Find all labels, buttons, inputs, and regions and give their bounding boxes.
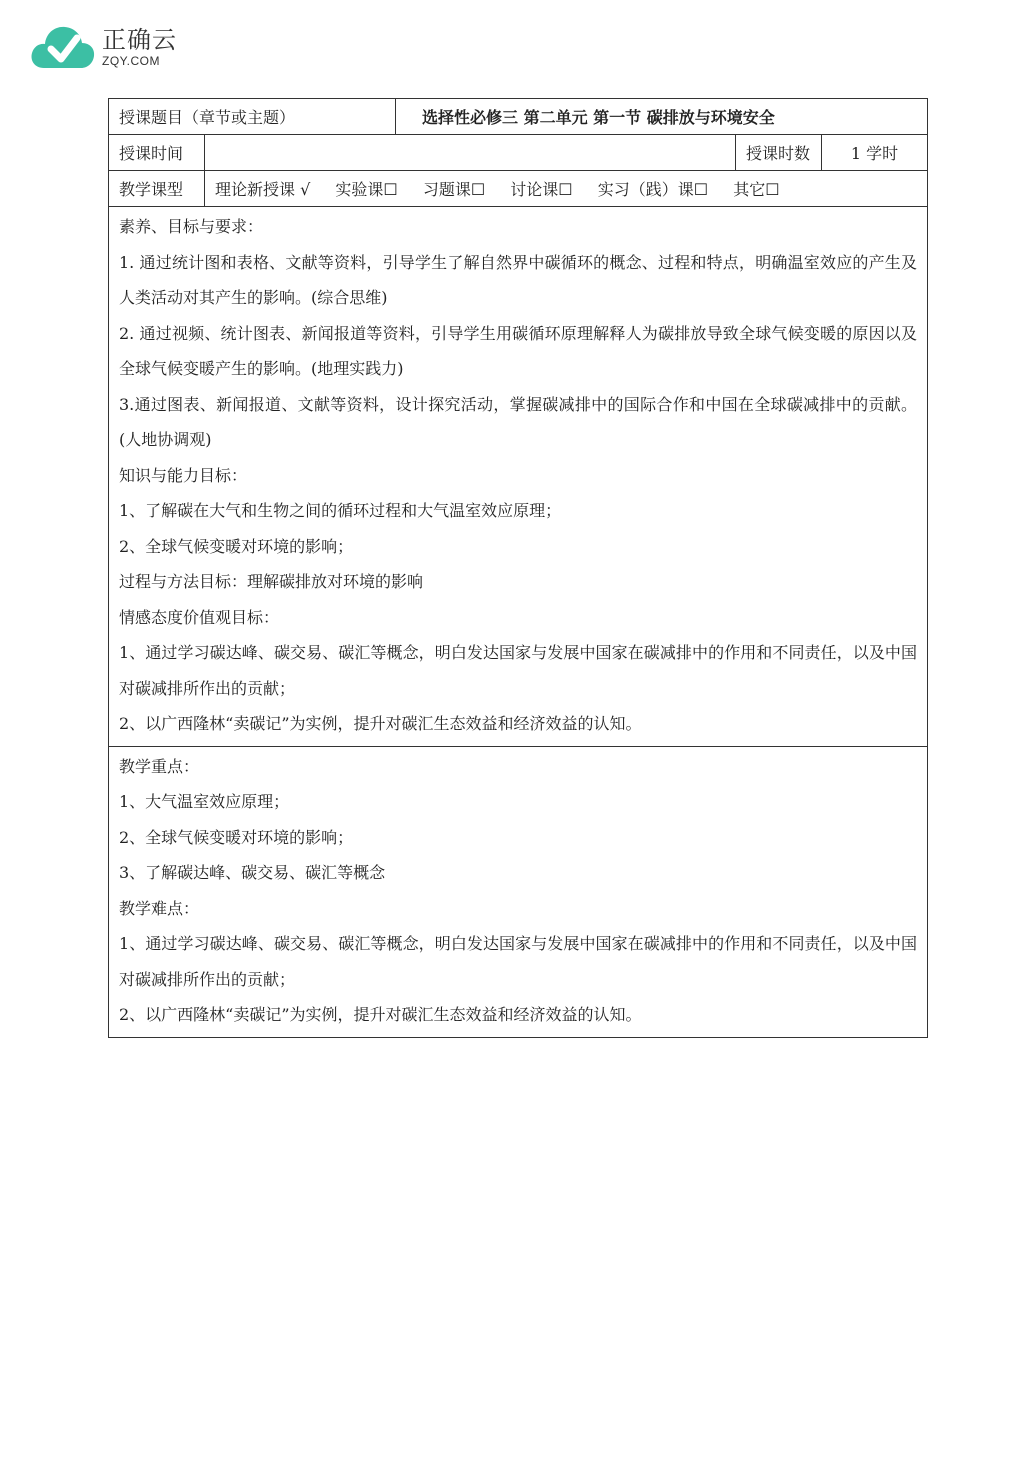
- attitude-item: 2、以广西隆林“卖碳记”为实例，提升对碳汇生态效益和经济效益的认知。: [119, 714, 642, 733]
- process-goal: 过程与方法目标：理解碳排放对环境的影响: [119, 572, 424, 591]
- type-option[interactable]: 理论新授课 √: [215, 180, 311, 199]
- objective-item: 1. 通过统计图和表格、文献等资料，引导学生了解自然界中碳循环的概念、过程和特点，明确温室效应的产生及人类活动对其产生的影响。(综合思维): [119, 252, 918, 307]
- objective-item: 2. 通过视频、统计图表、新闻报道等资料，引导学生用碳循环原理解释人为碳排放导致全球气候变暖的原因以及全球气候变暖产生的影响。(地理实践力): [119, 323, 918, 378]
- logo-domain: ZQY.COM: [102, 53, 160, 68]
- type-label: 教学课型: [109, 171, 205, 207]
- difficulty-item: 2、以广西隆林“卖碳记”为实例，提升对碳汇生态效益和经济效益的认知。: [119, 1005, 642, 1024]
- time-value[interactable]: [205, 135, 736, 171]
- topic-value: 选择性必修三 第二单元 第一节 碳排放与环境安全: [396, 99, 928, 135]
- type-row: [109, 171, 928, 207]
- topic-label: 授课题目（章节或主题）: [109, 99, 396, 135]
- objectives-cell: [109, 207, 928, 747]
- difficulties-heading: 教学难点：: [119, 898, 200, 918]
- key-point-item: 1、大气温室效应原理；: [119, 792, 290, 811]
- type-option[interactable]: 讨论课☐: [510, 180, 573, 199]
- key-points-row: [109, 746, 928, 1037]
- brand-logo: [30, 22, 177, 72]
- knowledge-item: 2、全球气候变暖对环境的影响；: [119, 536, 354, 556]
- type-option[interactable]: 习题课☐: [422, 180, 486, 199]
- time-label: 授课时间: [109, 135, 205, 171]
- hours-label: 授课时数: [736, 135, 822, 171]
- objective-item: 3.通过图表、新闻报道、文献等资料，设计探究活动，掌握碳减排中的国际合作和中国在全球碳减排中的贡献。(人地协调观): [119, 394, 918, 449]
- difficulty-item: 1、通过学习碳达峰、碳交易、碳汇等概念，明白发达国家与发展中国家在碳减排中的作用和不同责任，以及中国对碳减排所作出的贡献；: [119, 934, 918, 989]
- time-row: [109, 135, 928, 171]
- objectives-row: [109, 207, 928, 747]
- type-option[interactable]: 其它☐: [733, 180, 780, 199]
- key-points-cell: [109, 746, 928, 1037]
- hours-value[interactable]: 1 学时: [822, 135, 928, 171]
- attitude-item: 1、通过学习碳达峰、碳交易、碳汇等概念，明白发达国家与发展中国家在碳减排中的作用和不同责任，以及中国对碳减排所作出的贡献；: [119, 643, 918, 698]
- type-option[interactable]: 实习（践）课☐: [597, 180, 709, 199]
- topic-row: [109, 99, 928, 135]
- knowledge-item: 1、了解碳在大气和生物之间的循环过程和大气温室效应原理；: [119, 501, 562, 520]
- lesson-type-options: [205, 171, 928, 207]
- key-point-item: 2、全球气候变暖对环境的影响；: [119, 827, 354, 847]
- cloud-check-icon: [30, 22, 96, 72]
- objectives-heading: 素养、目标与要求：: [119, 217, 264, 236]
- knowledge-heading: 知识与能力目标：: [119, 465, 248, 485]
- key-point-item: 3、了解碳达峰、碳交易、碳汇等概念: [119, 863, 386, 882]
- key-points-heading: 教学重点：: [119, 756, 200, 776]
- lesson-plan-table: [108, 98, 928, 1038]
- attitude-heading: 情感态度价值观目标：: [119, 607, 280, 627]
- logo-name: 正确云: [102, 25, 177, 54]
- type-option[interactable]: 实验课☐: [335, 180, 398, 199]
